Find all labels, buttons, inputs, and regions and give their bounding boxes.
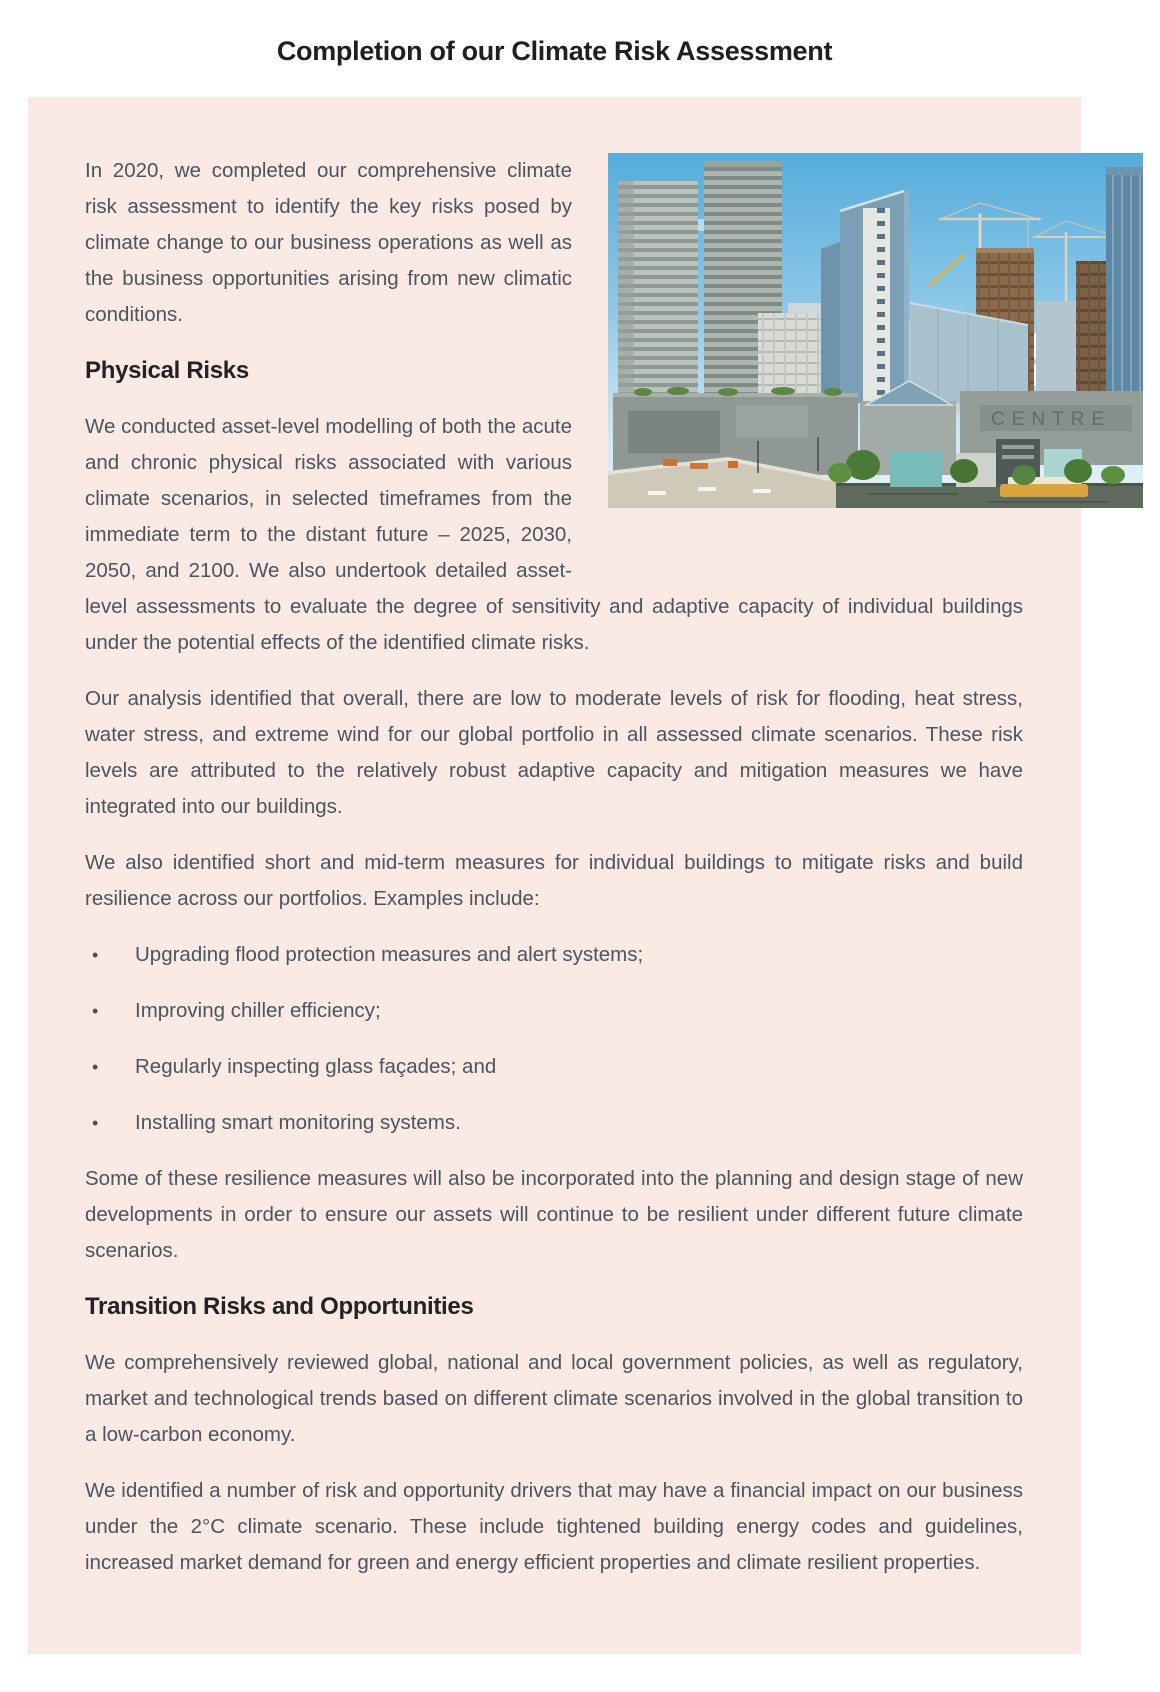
transition-paragraph-1: We comprehensively reviewed global, national and local government policies, as well as regulatory, market and technological trends based on different climate scenarios involved in the global transition to a low-carbon economy. [85,1351,1023,1446]
city-skyline-illustration [608,153,1143,508]
physical-risks-paragraph-1: We conducted asset-level modelling of both the acute and chronic physical risks associated with various climate scenarios, in selected timeframes from the immediate term to the distant future – 2025, 2030, 2050, and 2100. We also undertook detailed asset-level assessments to evaluate the degree of sensitivity and adaptive capacity of individual buildings under the potential effects of the identified climate risks. [85,415,1023,654]
transition-risks-heading: Transition Risks and Opportunities [85,1293,474,1320]
physical-risks-paragraph-3: We also identified short and mid-term measures for individual buildings to mitigate risks and build resilience across our portfolios. Examples include: [85,851,1023,910]
transition-paragraph-2: We identified a number of risk and opportunity drivers that may have a financial impact on our business under the 2°C climate scenario. These include tightened building energy codes and guidelines, increased market demand for green and energy efficient properties and climate resilient properties. [85,1479,1023,1574]
bullet-item [85,1049,1023,1085]
bullet-text: Improving chiller efficiency; [135,999,381,1022]
page-header [28,0,1081,68]
bullet-text: Installing smart monitoring systems. [135,1111,461,1134]
bullet-marker: • [92,1113,99,1133]
content-panel [28,97,1112,1654]
bullet-text: Upgrading flood protection measures and alert systems; [135,943,644,966]
photo-building-sign: CENTRE [991,409,1112,430]
bullet-text: Regularly inspecting glass façades; and [135,1055,497,1078]
bullet-marker: • [92,1057,99,1077]
physical-risks-paragraph-4: Some of these resilience measures will also be incorporated into the planning and design stage of new developments in order to ensure our assets will continue to be resilient under different future climate scenarios. [85,1167,1023,1262]
bullet-item [85,1105,1023,1141]
intro-paragraph: In 2020, we completed our comprehensive climate risk assessment to identify the key risks posed by climate change to our business operations as well as the business opportunities arising from new climatic conditions. [85,159,572,326]
physical-risks-paragraph-2: Our analysis identified that overall, there are low to moderate levels of risk for flooding, heat stress, water stress, and extreme wind for our global portfolio in all assessed climate scenarios. These risk levels are attributed to the relatively robust adaptive capacity and mitigation measures we have integrated into our buildings. [85,687,1023,818]
physical-risks-heading: Physical Risks [85,357,249,384]
page-title: Completion of our Climate Risk Assessment [276,36,833,66]
bullet-marker: • [92,945,99,965]
city-skyline-photo [608,153,1143,508]
bullet-item [85,993,1023,1029]
bullet-item [85,937,1023,973]
bullet-marker: • [92,1001,99,1021]
